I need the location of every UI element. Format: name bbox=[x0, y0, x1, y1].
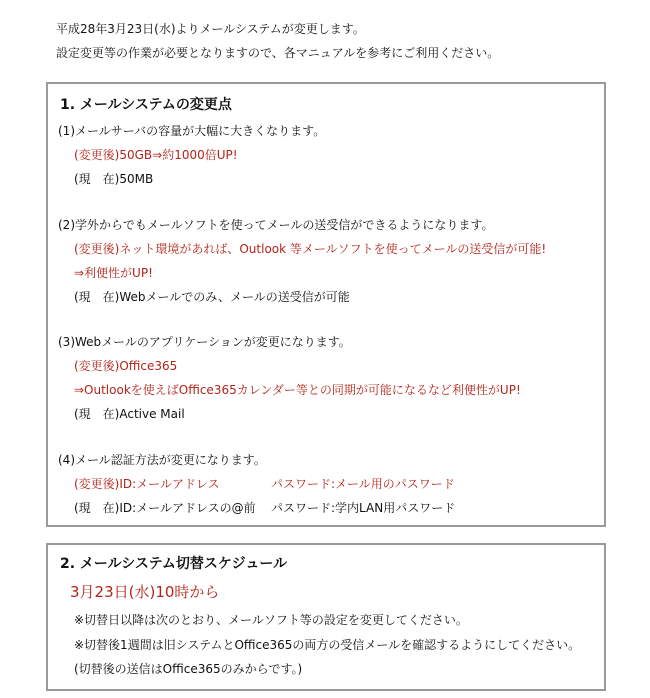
item-4-after-pw: パスワード:メール用のパスワード bbox=[271, 477, 455, 491]
item-1-current: (現 在)50MB bbox=[74, 172, 154, 186]
item-3-heading: (3)Webメールのアプリケーションが変更になります。 bbox=[58, 335, 351, 349]
section-1-title: 1. メールシステムの変更点 bbox=[60, 97, 232, 113]
item-2-heading: (2)学外からでもメールソフトを使ってメールの送受信ができるようになります。 bbox=[58, 218, 494, 232]
item-2-current: (現 在)Webメールでのみ、メールの送受信が可能 bbox=[74, 290, 350, 304]
section-changes-box bbox=[46, 82, 606, 527]
schedule-note-2: ※切替後1週間は旧システムとOffice365の両方の受信メールを確認するようにしてください。 bbox=[74, 638, 581, 652]
item-4-current bbox=[74, 500, 456, 516]
item-4-current-pw: パスワード:学内LAN用パスワード bbox=[271, 501, 456, 515]
item-3-after: (変更後)Office365 bbox=[74, 359, 178, 373]
item-2-after: (変更後)ネット環境があれば、Outlook 等メールソフトを使ってメールの送受信が可能! bbox=[74, 242, 547, 256]
item-3-current: (現 在)Active Mail bbox=[74, 407, 185, 421]
intro-line-1: 平成28年3月23日(水)よりメールシステムが変更します。 bbox=[56, 22, 365, 36]
item-2-after-2: ⇒利便性がUP! bbox=[74, 266, 153, 280]
item-4-after-id: (変更後)ID:メールアドレス bbox=[74, 477, 220, 491]
item-3-after-2: ⇒Outlookを使えばOffice365カレンダー等との同期が可能になるなど利便性がUP! bbox=[74, 383, 521, 397]
item-4-after bbox=[74, 476, 455, 492]
item-1-heading: (1)メールサーバの容量が大幅に大きくなります。 bbox=[58, 124, 326, 138]
schedule-note-3: (切替後の送信はOffice365のみからです。) bbox=[74, 662, 303, 676]
intro-line-2: 設定変更等の作業が必要となりますので、各マニュアルを参考にご利用ください。 bbox=[56, 46, 500, 60]
section-schedule-box bbox=[46, 543, 606, 691]
item-4-heading: (4)メール認証方法が変更になります。 bbox=[58, 453, 266, 467]
item-4-current-id: (現 在)ID:メールアドレスの@前 bbox=[74, 501, 256, 515]
section-2-title: 2. メールシステム切替スケジュール bbox=[60, 556, 288, 572]
item-1-after: (変更後)50GB⇒約1000倍UP! bbox=[74, 148, 238, 162]
schedule-note-1: ※切替日以降は次のとおり、メールソフト等の設定を変更してください。 bbox=[74, 613, 468, 627]
switch-date: 3月23日(水)10時から bbox=[70, 583, 220, 601]
